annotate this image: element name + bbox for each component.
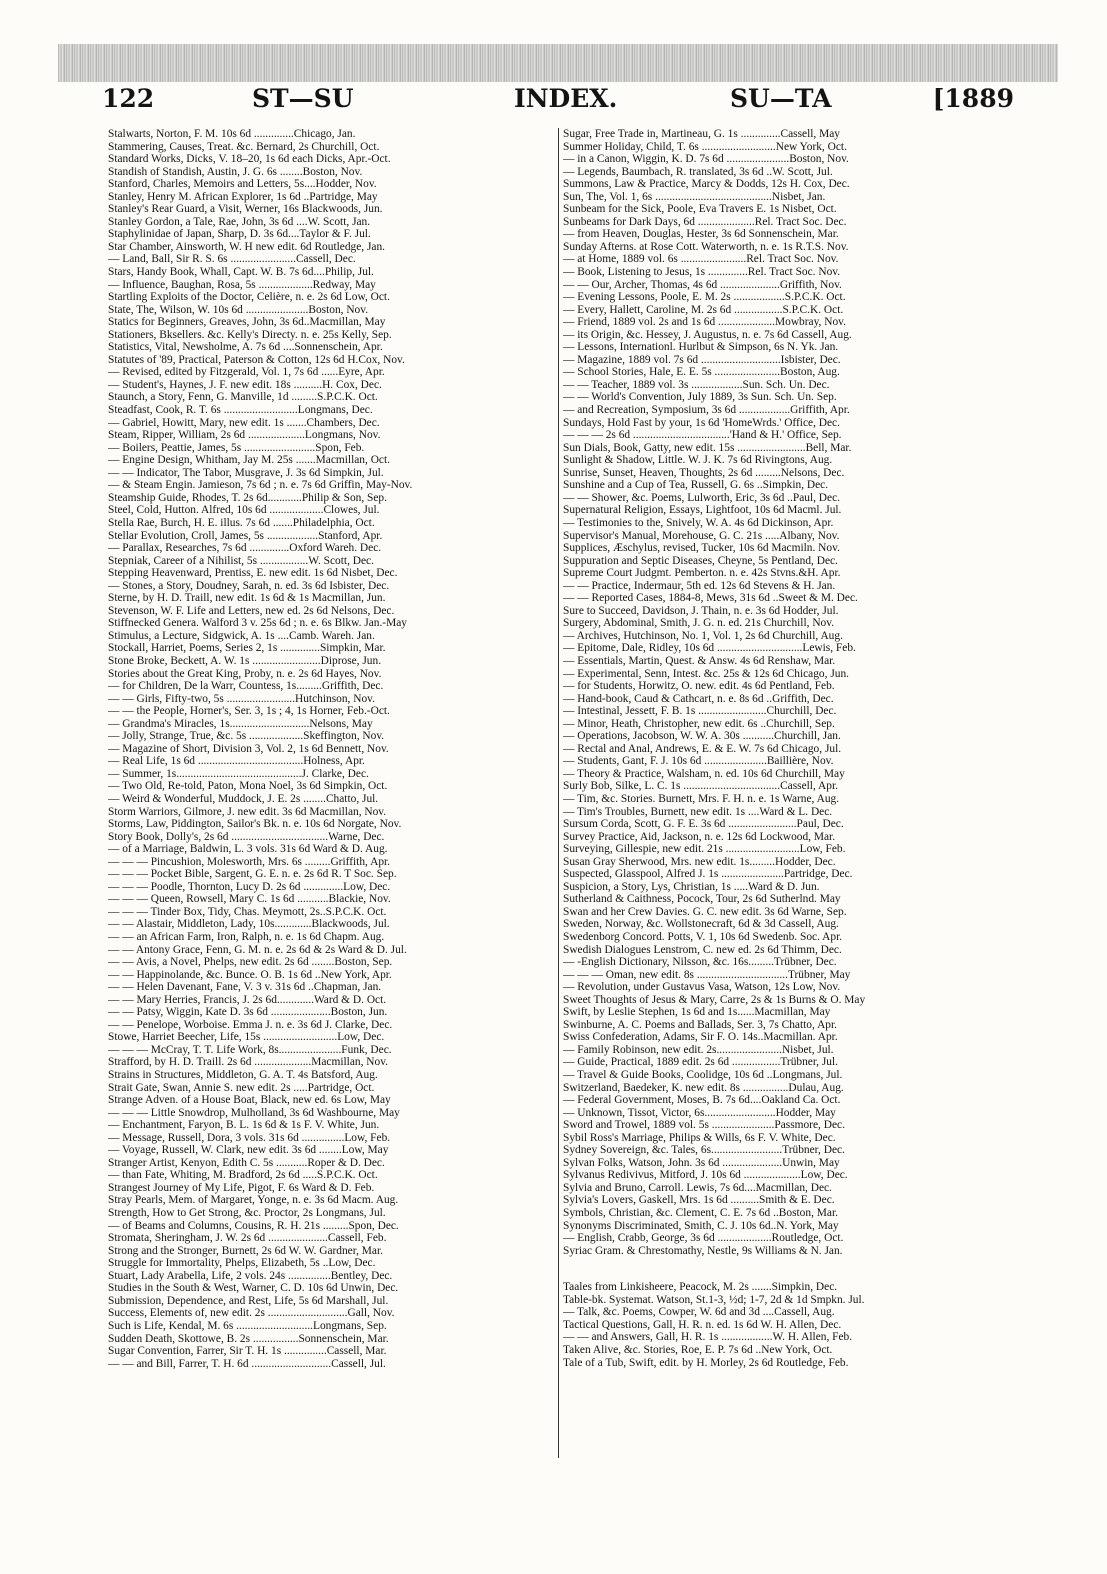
index-entry: — Lessons, Internationl. Hurlbut & Simpson, 6s N. Yk. Jan. [563,341,839,354]
year-heading: [1889 [932,84,1014,113]
index-entry: Surgery, Abdominal, Smith, J. G. n. ed. 21s Churchill, Nov. [563,617,835,630]
index-entry: Sword and Trowel, 1889 vol. 5s ......................Passmore, Dec. [563,1119,845,1132]
index-entry: Taales from Linkisheere, Peacock, M. 2s .......Simpkin, Dec. [563,1281,838,1294]
scan-artifact-band [58,44,1058,82]
index-entry: — Summer, 1s............................................J. Clarke, Dec. [108,767,369,780]
index-entry: — — Mary Herries, Francis, J. 2s 6d.............Ward & D. Oct. [108,993,387,1006]
index-entry: Sun, The, Vol. 1, 6s .........................................Nisbet, Jan. [563,190,826,203]
index-entry: Sylvan Folks, Watson, John. 3s 6d .....................Unwin, May [563,1156,840,1169]
index-entry: Swedenborg Concord. Potts, V. 1, 10s 6d Swedenb. Soc. Apr. [563,931,843,943]
index-entry: Stevenson, W. F. Life and Letters, new ed. 2s 6d Nelsons, Dec. [108,604,395,617]
index-entry: — Revolution, under Gustavus Vasa, Watson, 12s Low, Nov. [563,981,841,994]
index-entry: Surly Bob, Silke, L. C. 1s ..................................Cassell, Apr. [563,780,838,793]
index-entry: Strait Gate, Swan, Annie S. new edit. 2s .....Partridge, Oct. [108,1081,375,1094]
index-entry: Submission, Dependence, and Rest, Life, 5s 6d Marshall, Jul. [108,1294,389,1307]
index-entry: — Minor, Heath, Christopher, new edit. 6s ..Churchill, Sep. [563,717,835,730]
index-entry: Stalwarts, Norton, F. M. 10s 6d ..............Chicago, Jan. [108,128,356,140]
index-entry: Strafford, by H. D. Traill. 2s 6d ....................Macmillan, Nov. [108,1056,389,1069]
index-entry: Swedish Dialogues Lenstrom, C. new ed. 2s 6d Thimm, Dec. [563,943,842,956]
left-range-heading: ST—SU [252,84,354,113]
index-entry: — — — Queen, Rowsell, Mary C. 1s 6d ...........Blackie, Nov. [108,893,391,906]
index-entry: — Essentials, Martin, Quest. & Answ. 4s 6d Renshaw, Mar. [563,654,836,667]
index-entry: — — — Little Snowdrop, Mulholland, 3s 6d Washbourne, May [108,1106,400,1119]
index-entry: — — Practice, Indermaur, 5th ed. 12s 6d Stevens & H. Jan. [563,579,836,592]
index-entry: Stone Broke, Beckett, A. W. 1s ........................Diprose, Jun. [108,654,382,667]
index-entry: Stellar Evolution, Croll, James, 5s ..................Stanford, Apr. [108,529,383,542]
index-entry: Sunbeam for the Sick, Poole, Eva Travers E. 1s Nisbet, Oct. [563,203,837,216]
index-entry: — Federal Government, Moses, B. 7s 6d....Oakland Ca. Oct. [563,1094,841,1107]
index-entry: Swift, by Leslie Stephen, 1s 6d and 1s......Macmillan, May [563,1006,831,1019]
index-entry: Stepping Heavenward, Prentiss, E. new edit. 1s 6d Nisbet, Dec. [108,567,398,580]
index-entry: — of a Marriage, Baldwin, L. 3 vols. 31s 6d Ward & D. Aug. [108,843,388,856]
index-entry: — — and Answers, Gall, H. R. 1s ..................W. H. Allen, Feb. [563,1331,853,1344]
index-entry: Strong and the Stronger, Burnett, 2s 6d W. W. Gardner, Mar. [108,1244,383,1257]
index-entry: — Students, Gant, F. J. 10s 6d ......................Baillière, Nov. [563,755,834,768]
index-entry: — — — Pocket Bible, Sargent, G. E. n. e. 2s 6d R. T Soc. Sep. [108,868,397,881]
index-entry: — Weird & Wonderful, Muddock, J. E. 2s ........Chatto, Jul. [108,792,379,805]
index-entry: — Voyage, Russell, W. Clark, new edit. 3s 6d ........Low, May [108,1144,389,1157]
index-entry: Steel, Cold, Hutton. Alfred, 10s 6d ...................Clowes, Jul. [108,504,380,517]
index-entry: Stanley's Rear Guard, a Visit, Werner, 16s Blackwoods, Jun. [108,203,383,216]
index-entry: Sundays, Hold Fast by your, 1s 6d 'HomeWrds.' Office, Dec. [563,416,840,429]
index-entry: — Hand-book, Caud & Cathcart, n. e. 8s 6d ..Griffith, Dec. [563,692,834,705]
index-entry: Stray Pearls, Mem. of Margaret, Yonge, n. e. 3s 6d Macm. Aug. [108,1194,399,1207]
index-entry: — — Our, Archer, Thomas, 4s 6d .....................Griffith, Nov. [563,278,842,291]
index-entry: Swan and her Crew Davies. G. C. new edit. 3s 6d Warne, Sep. [563,905,847,918]
index-entry: Stowe, Harriet Beecher, Life, 15s ..........................Low, Dec. [108,1031,385,1044]
index-entry: — Operations, Jacobson, W. W. A. 30s ...........Churchill, Jan. [563,730,841,743]
index-entry: — Epitome, Dale, Ridley, 10s 6d ..............................Lewis, Feb. [563,642,856,655]
index-entry: Stuart, Lady Arabella, Life, 2 vols. 24s ...............Bentley, Dec. [108,1269,393,1282]
index-entry: — Grandma's Miracles, 1s............................Nelsons, May [108,717,373,730]
index-entry [563,1257,1008,1281]
index-entry: Stockall, Harriet, Poems, Series 2, 1s ..............Simpkin, Mar. [108,642,386,655]
index-entry: — Tim, &c. Stories. Burnett, Mrs. F. H. n. e. 1s Warne, Aug. [563,792,840,805]
index-entry: — — Patsy, Wiggin, Kate D. 3s 6d .....................Boston, Jun. [108,1006,388,1019]
index-entry: Supplices, Æschylus, revised, Tucker, 10s 6d Macmiln. Nov. [563,542,840,555]
index-entry: — — — McCray, T. T. Life Work, 8s......................Funk, Dec. [108,1043,392,1056]
index-entry: Stromata, Sheringham, J. W. 2s 6d .....................Cassell, Feb. [108,1232,387,1245]
index-entry: — for Children, De la Warr, Countess, 1s.........Griffith, Dec. [108,680,384,693]
index-entry: — Evening Lessons, Poole, E. M. 2s ..................S.P.C.K. Oct. [563,291,846,304]
index-entry: Stammering, Causes, Treat. &c. Bernard, 2s Churchill, Oct. [108,140,380,153]
index-entry: — — the People, Horner's, Ser. 3, 1s ; 4, 1s Horner, Feb.-Oct. [108,705,390,718]
index-entry: State, The, Wilson, W. 10s 6d ......................Boston, Nov. [108,303,369,316]
index-entry: Sweet Thoughts of Jesus & Mary, Carre, 2s & 1s Burns & O. May [563,993,866,1006]
index-entry: — Magazine, 1889 vol. 7s 6d ............................Isbister, Dec. [563,353,841,366]
index-entry: Sun Dials, Book, Gatty, new edit. 15s ........................Bell, Mar. [563,441,852,454]
index-entry: — Land, Ball, Sir R. S. 6s .......................Cassell, Dec. [108,253,356,266]
index-entry: — Revised, edited by Fitzgerald, Vol. 1, 7s 6d ......Eyre, Apr. [108,366,385,379]
index-entry: Synonyms Discriminated, Smith, C. J. 10s 6d..N. York, May [563,1219,839,1232]
page-header [102,84,1014,120]
index-entry: — Every, Hallett, Caroline, M. 2s 6d .................S.P.C.K. Oct. [563,303,844,316]
index-entry: Stepniak, Career of a Nihilist, 5s .................W. Scott, Dec. [108,554,374,567]
index-entry: — Travel & Guide Books, Coolidge, 10s 6d ..Longmans, Jul. [563,1069,843,1082]
index-entry: Storms, Law, Piddington, Sailor's Bk. n. e. 10s 6d Norgate, Nov. [108,818,402,831]
index-entry: — — Shower, &c. Poems, Lulworth, Eric, 3s 6d ..Paul, Dec. [563,491,840,504]
index-entry: Surveying, Gillespie, new edit. 21s ..........................Low, Feb. [563,843,846,856]
index-entry: Sure to Succeed, Davidson, J. Thain, n. e. 3s 6d Hodder, Jul. [563,604,839,617]
index-entry: — — — Tinder Box, Tidy, Chas. Meymott, 2s..S.P.C.K. Oct. [108,905,387,918]
index-entry: — Real Life, 1s 6d .....................................Holness, Apr. [108,755,365,768]
index-entry: Suppuration and Septic Diseases, Cheyne, 5s Pentland, Dec. [563,554,838,567]
index-entry: — — Teacher, 1889 vol. 3s ..................Sun. Sch. Un. Dec. [563,378,830,391]
index-entry: Table-bk. Systemat. Watson, St.1-3, ½d; 1-7, 2d & 1d Smpkn. Jul. [563,1293,865,1306]
index-entry: — — Alastair, Middleton, Lady, 10s.............Blackwoods, Jul. [108,918,390,931]
index-entry: — — — Poodle, Thornton, Lucy D. 2s 6d ..............Low, Dec. [108,880,391,893]
index-entry: — Jolly, Strange, True, &c. 5s ...................Skeffington, Nov. [108,730,385,743]
index-entry: Statutes of '89, Practical, Paterson & Cotton, 12s 6d H.Cox, Nov. [108,353,405,366]
index-entry: Stanford, Charles, Memoirs and Letters, 5s....Hodder, Nov. [108,178,377,191]
index-entry: Stanley, Henry M. African Explorer, 1s 6d ..Partridge, May [108,190,378,203]
index-entry: Staphylinidae of Japan, Sharp, D. 3s 6d....Taylor & F. Jul. [108,228,371,241]
index-entry: Stella Rae, Burch, H. E. illus. 7s 6d .......Philadelphia, Oct. [108,516,375,529]
index-entry: — and Recreation, Symposium, 3s 6d ..................Griffith, Apr. [563,404,850,417]
index-entry: Steamship Guide, Rhodes, T. 2s 6d............Philip & Son, Sep. [108,491,387,504]
index-entry: Supreme Court Judgmt. Pemberton. n. e. 42s Stvns.&H. Apr. [563,567,841,580]
index-entry: — Gabriel, Howitt, Mary, new edit. 1s .......Chambers, Dec. [108,416,380,429]
index-entry: — its Origin, &c. Hessey, J. Augustus, n. e. 7s 6d Cassell, Aug. [563,328,852,341]
index-entry: Stimulus, a Lecture, Sidgwick, A. 1s ....Camb. Wareh. Jan. [108,629,375,642]
index-entry: — at Home, 1889 vol. 6s .......................Rel. Tract Soc. Nov. [563,253,839,266]
index-entry: Standard Works, Dicks, V. 18–20, 1s 6d each Dicks, Apr.-Oct. [108,153,391,166]
index-entry: Taken Alive, &c. Stories, Roe, E. P. 7s 6d ..New York, Oct. [563,1343,833,1356]
index-entry: Susan Gray Sherwood, Mrs. new edit. 1s.........Hodder, Dec. [563,855,836,868]
right-column [563,128,1008,1369]
index-entry: — from Heaven, Douglas, Hester, 3s 6d Sonnenschein, Mar. [563,228,839,241]
index-entry: Success, Elements of, new edit. 2s ............................Gall, Nov. [108,1307,395,1320]
index-entry: Strength, How to Get Strong, &c. Proctor, 2s Longmans, Jul. [108,1207,386,1220]
index-entry: — Unknown, Tissot, Victor, 6s.........................Hodder, May [563,1106,836,1119]
index-entry: Sunlight & Shadow, Little. W. J. K. 7s 6d Rivingtons, Aug. [563,454,833,467]
index-entry: — Family Robinson, new edit. 2s.......................Nisbet, Jul. [563,1043,834,1056]
index-entry: — -English Dictionary, Nilsson, &c. 16s.........Trübner, Dec. [563,956,837,969]
index-entry: Sunday Afterns. at Rose Cott. Waterworth, n. e. 1s R.T.S. Nov. [563,240,849,253]
index-entry: Symbols, Christian, &c. Clement, C. E. 7s 6d ..Boston, Mar. [563,1207,838,1220]
index-entry: Tactical Questions, Gall, H. R. n. ed. 1s 6d W. H. Allen, Dec. [563,1318,842,1331]
index-entry: Sugar Convention, Farrer, Sir T. H. 1s ...............Cassell, Mar. [108,1345,387,1358]
index-entry: Syriac Gram. & Chrestomathy, Nestle, 9s Williams & N. Jan. [563,1244,843,1257]
index-entry: Sunrise, Sunset, Heaven, Thoughts, 2s 6d .........Nelsons, Dec. [563,466,845,479]
index-entry: — Stones, a Story, Doudney, Sarah, n. ed. 3s 6d Isbister, Dec. [108,579,390,592]
index-entry: Storm Warriors, Gilmore, J. new edit. 3s 6d Macmillan, Nov. [108,805,387,818]
index-entry: — — Indicator, The Tabor, Musgrave, J. 3s 6d Simpkin, Jul. [108,466,384,479]
index-entry: Sylvia's Lovers, Gaskell, Mrs. 1s 6d ..........Smith & E. Dec. [563,1194,835,1207]
index-entry: Supervisor's Manual, Morehouse, G. C. 21s .....Albany, Nov. [563,529,840,542]
index-entry: Stories about the Great King, Proby, n. e. 2s 6d Hayes, Nov. [108,667,382,680]
index-entry: — Theory & Practice, Walsham, n. ed. 10s 6d Churchill, May [563,767,845,780]
index-entry: — of Beams and Columns, Cousins, R. H. 21s .........Spon, Dec. [108,1219,399,1232]
left-column [108,128,556,1370]
index-entry: Sugar, Free Trade in, Martineau, G. 1s ..............Cassell, May [563,128,841,140]
index-entry: Statistics, Vital, Newsholme, A. 7s 6d ....Sonnenschein, Apr. [108,341,383,354]
index-entry: — than Fate, Whiting, M. Bradford, 2s 6d .....S.P.C.K. Oct. [108,1169,378,1182]
index-entry: Supernatural Religion, Essays, Lightfoot, 10s 6d Macml. Jul. [563,504,842,517]
index-entry: Stranger Artist, Kenyon, Edith C. 5s ...........Roper & D. Dec. [108,1156,385,1169]
index-entry: Tale of a Tub, Swift, edit. by H. Morley, 2s 6d Routledge, Feb. [563,1356,849,1369]
index-entry: — Guide, Practical, 1889 edit. 2s 6d .................Trübner, Jul. [563,1056,839,1069]
index-title: INDEX. [514,84,618,113]
index-entry: Staunch, a Story, Fenn, G. Manville, 1d .........S.P.C.K. Oct. [108,391,378,404]
index-entry: Startling Exploits of the Doctor, Celière, n. e. 2s 6d Low, Oct. [108,291,390,304]
index-entry: — & Steam Engin. Jamieson, 7s 6d ; n. e. 7s 6d Griffin, May-Nov. [108,479,413,492]
index-entry: Summer Holiday, Child, T. 6s ..........................New York, Oct. [563,140,847,153]
index-entry: Star Chamber, Ainsworth, W. H new edit. 6d Routledge, Jan. [108,240,385,253]
index-entry: — Enchantment, Faryon, B. L. 1s 6d & 1s F. V. White, Jun. [108,1119,380,1132]
index-entry: — Tim's Troubles, Burnett, new edit. 1s ....Ward & L. Dec. [563,805,833,818]
index-entry: Swinburne, A. C. Poems and Ballads, Ser. 3, 7s Chatto, Apr. [563,1018,838,1031]
index-entry: Sydney Sovereign, &c. Tales, 6s.........................Trübner, Dec. [563,1144,845,1157]
index-entry: Such is Life, Kendal, M. 6s ...........................Longmans, Sep. [108,1319,387,1332]
index-entry: Sutherland & Caithness, Pocock, Tour, 2s 6d Sutherlnd. May [563,893,841,906]
index-entry: Sylvanus Redivivus, Mitford, J. 10s 6d ....................Low, Dec. [563,1169,848,1182]
index-entry: — Archives, Hutchinson, No. 1, Vol. 1, 2s 6d Churchill, Aug. [563,629,843,642]
index-entry: — — World's Convention, July 1889, 3s Sun. Sch. Un. Sep. [563,391,837,404]
index-entry: Summons, Law & Practice, Marcy & Dodds, 12s H. Cox, Dec. [563,178,850,191]
index-entry: Story Book, Dolly's, 2s 6d ..................................Warne, Dec. [108,830,385,843]
index-entry: — Two Old, Re-told, Paton, Mona Noel, 3s 6d Simpkin, Oct. [108,780,388,793]
index-entry: — Experimental, Senn, Intest. &c. 25s & 12s 6d Chicago, Jun. [563,667,849,680]
index-entry: Strange Adven. of a House Boat, Black, new ed. 6s Low, May [108,1094,391,1107]
index-entry: — Testimonies to the, Snively, W. A. 4s 6d Dickinson, Apr. [563,516,834,529]
index-entry: — in a Canon, Wiggin, K. D. 7s 6d ......................Boston, Nov. [563,153,849,166]
index-entry: — for Students, Horwitz, O. new. edit. 4s 6d Pentland, Feb. [563,680,835,693]
index-entry: — Boilers, Peattie, James, 5s .........................Spon, Feb. [108,441,365,454]
index-entry: — Legends, Baumbach, R. translated, 3s 6d ..W. Scott, Jul. [563,165,833,178]
index-entry: Sudden Death, Skottowe, B. 2s ................Sonnenschein, Mar. [108,1332,389,1345]
index-entry: — Influence, Baughan, Rosa, 5s ...................Redway, May [108,278,376,291]
index-entry: — — Avis, a Novel, Phelps, new edit. 2s 6d ........Boston, Sep. [108,956,393,969]
index-entry: Sterne, by H. D. Traill, new edit. 1s 6d & 1s Macmillan, Jun. [108,592,386,605]
index-entry: — Parallax, Researches, 7s 6d ..............Oxford Wareh. Dec. [108,542,382,555]
index-entry: Suspicion, a Story, Lys, Christian, 1s .....Ward & D. Jun. [563,880,820,893]
index-entry: Steam, Ripper, William, 2s 6d ....................Longmans, Nov. [108,429,381,442]
index-entry: — Rectal and Anal, Andrews, E. & E. W. 7s 6d Chicago, Jul. [563,742,842,755]
index-entry: Stars, Handy Book, Whall, Capt. W. B. 7s 6d....Philip, Jul. [108,266,374,279]
index-entry: Suspected, Glasspool, Alfred J. 1s ......................Partridge, Dec. [563,868,853,881]
index-entry: Sunbeams for Dark Days, 6d ....................Rel. Tract Soc. Dec. [563,215,847,228]
index-entry: — Student's, Haynes, J. F. new edit. 18s ..........H. Cox, Dec. [108,378,382,391]
index-entry: — — and Bill, Farrer, T. H. 6d ............................Cassell, Jul. [108,1357,386,1370]
index-entry: Strangest Journey of My Life, Pigot, F. 6s Ward & D. Feb. [108,1181,375,1194]
index-entry: Switzerland, Baedeker, K. new edit. 8s ................Dulau, Aug. [563,1081,844,1094]
index-entry: — — Helen Davenant, Fane, V. 3 v. 31s 6d ..Chapman, Jan. [108,981,382,994]
index-entry: — — — 2s 6d ..................................'Hand & H.' Office, Sep. [563,429,842,442]
index-entry: Stanley Gordon, a Tale, Rae, John, 3s 6d ....W. Scott, Jan. [108,215,371,228]
index-entry: — Intestinal, Jessett, F. B. 1s ........................Churchill, Dec. [563,705,837,718]
index-entry: Sweden, Norway, &c. Wollstonecraft, 6d & 3d Cassell, Aug. [563,918,839,931]
index-entry: Studies in the South & West, Warner, C. D. 10s 6d Unwin, Dec. [108,1282,399,1295]
index-entry: — Friend, 1889 vol. 2s and 1s 6d ....................Mowbray, Nov. [563,316,846,329]
index-entry: — English, Crabb, George, 3s 6d ...................Routledge, Oct. [563,1232,844,1245]
index-entry: — School Stories, Hale, E. E. 5s .......................Boston, Aug. [563,366,840,379]
index-entry: — Message, Russell, Dora, 3 vols. 31s 6d ...............Low, Feb. [108,1131,391,1144]
index-entry: — Talk, &c. Poems, Cowper, W. 6d and 3d ....Cassell, Aug. [563,1306,835,1319]
index-entry: Steadfast, Cook, R. T. 6s ..........................Longmans, Dec. [108,404,373,417]
index-entry: — — — Pincushion, Molesworth, Mrs. 6s .........Griffith, Apr. [108,855,391,868]
index-entry: Sylvia and Bruno, Carroll. Lewis, 7s 6d....Macmillan, Dec. [563,1181,832,1194]
index-entry: — Engine Design, Whitham, Jay M. 25s .......Macmillan, Oct. [108,454,390,467]
index-entry: Survey Practice, Aid, Jackson, n. e. 12s 6d Lockwood, Mar. [563,830,836,843]
index-entry: Sunshine and a Cup of Tea, Russell, G. 6s ..Simpkin, Dec. [563,479,829,492]
column-divider [558,128,559,1458]
index-entry: — — Reported Cases, 1884-8, Mews, 31s 6d ..Sweet & M. Dec. [563,592,858,605]
index-entry: Strains in Structures, Middleton, G. A. T. 4s Batsford, Aug. [108,1069,378,1082]
index-entry: Swiss Confederation, Adams, Sir F. O. 14s..Macmillan. Apr. [563,1031,838,1044]
index-entry: Stationers, Bksellers. &c. Kelly's Directy. n. e. 25s Kelly, Sep. [108,328,392,341]
index-entry: — — — Oman, new edit. 8s ................................Trübner, May [563,968,851,981]
index-entry: — Magazine of Short, Division 3, Vol. 2, 1s 6d Bennett, Nov. [108,742,389,755]
index-entry: — — an African Farm, Iron, Ralph, n. e. 1s 6d Chapm. Aug. [108,931,385,943]
index-entry: — Book, Listening to Jesus, 1s ..............Rel. Tract Soc. Nov. [563,266,841,279]
index-entry: Sursum Corda, Scott, G. F. E. 3s 6d ........................Paul, Dec. [563,818,844,831]
index-entry: Sybil Ross's Marriage, Philips & Wills, 6s F. V. White, Dec. [563,1131,836,1144]
page-number: 122 [102,84,155,113]
index-entry: — — Antony Grace, Fenn, G. M. n. e. 2s 6d & 2s Ward & D. Jul. [108,943,407,956]
right-range-heading: SU—TA [730,84,832,113]
index-entry: — — Girls, Fifty-two, 5s ........................Hutchinson, Nov. [108,692,375,705]
index-entry: — — Penelope, Worboise. Emma J. n. e. 3s 6d J. Clarke, Dec. [108,1018,393,1031]
index-entry: Struggle for Immortality, Phelps, Elizabeth, 5s ..Low, Dec. [108,1257,376,1270]
index-entry: Stiffnecked Genera. Walford 3 v. 25s 6d ; n. e. 6s Blkw. Jan.-May [108,617,407,630]
index-entry: Statics for Beginners, Greaves, John, 3s 6d..Macmillan, May [108,316,386,329]
index-entry: — — Happinolande, &c. Bunce. O. B. 1s 6d ..New York, Apr. [108,968,392,981]
index-entry: Standish of Standish, Austin, J. G. 6s ........Boston, Nov. [108,165,363,178]
